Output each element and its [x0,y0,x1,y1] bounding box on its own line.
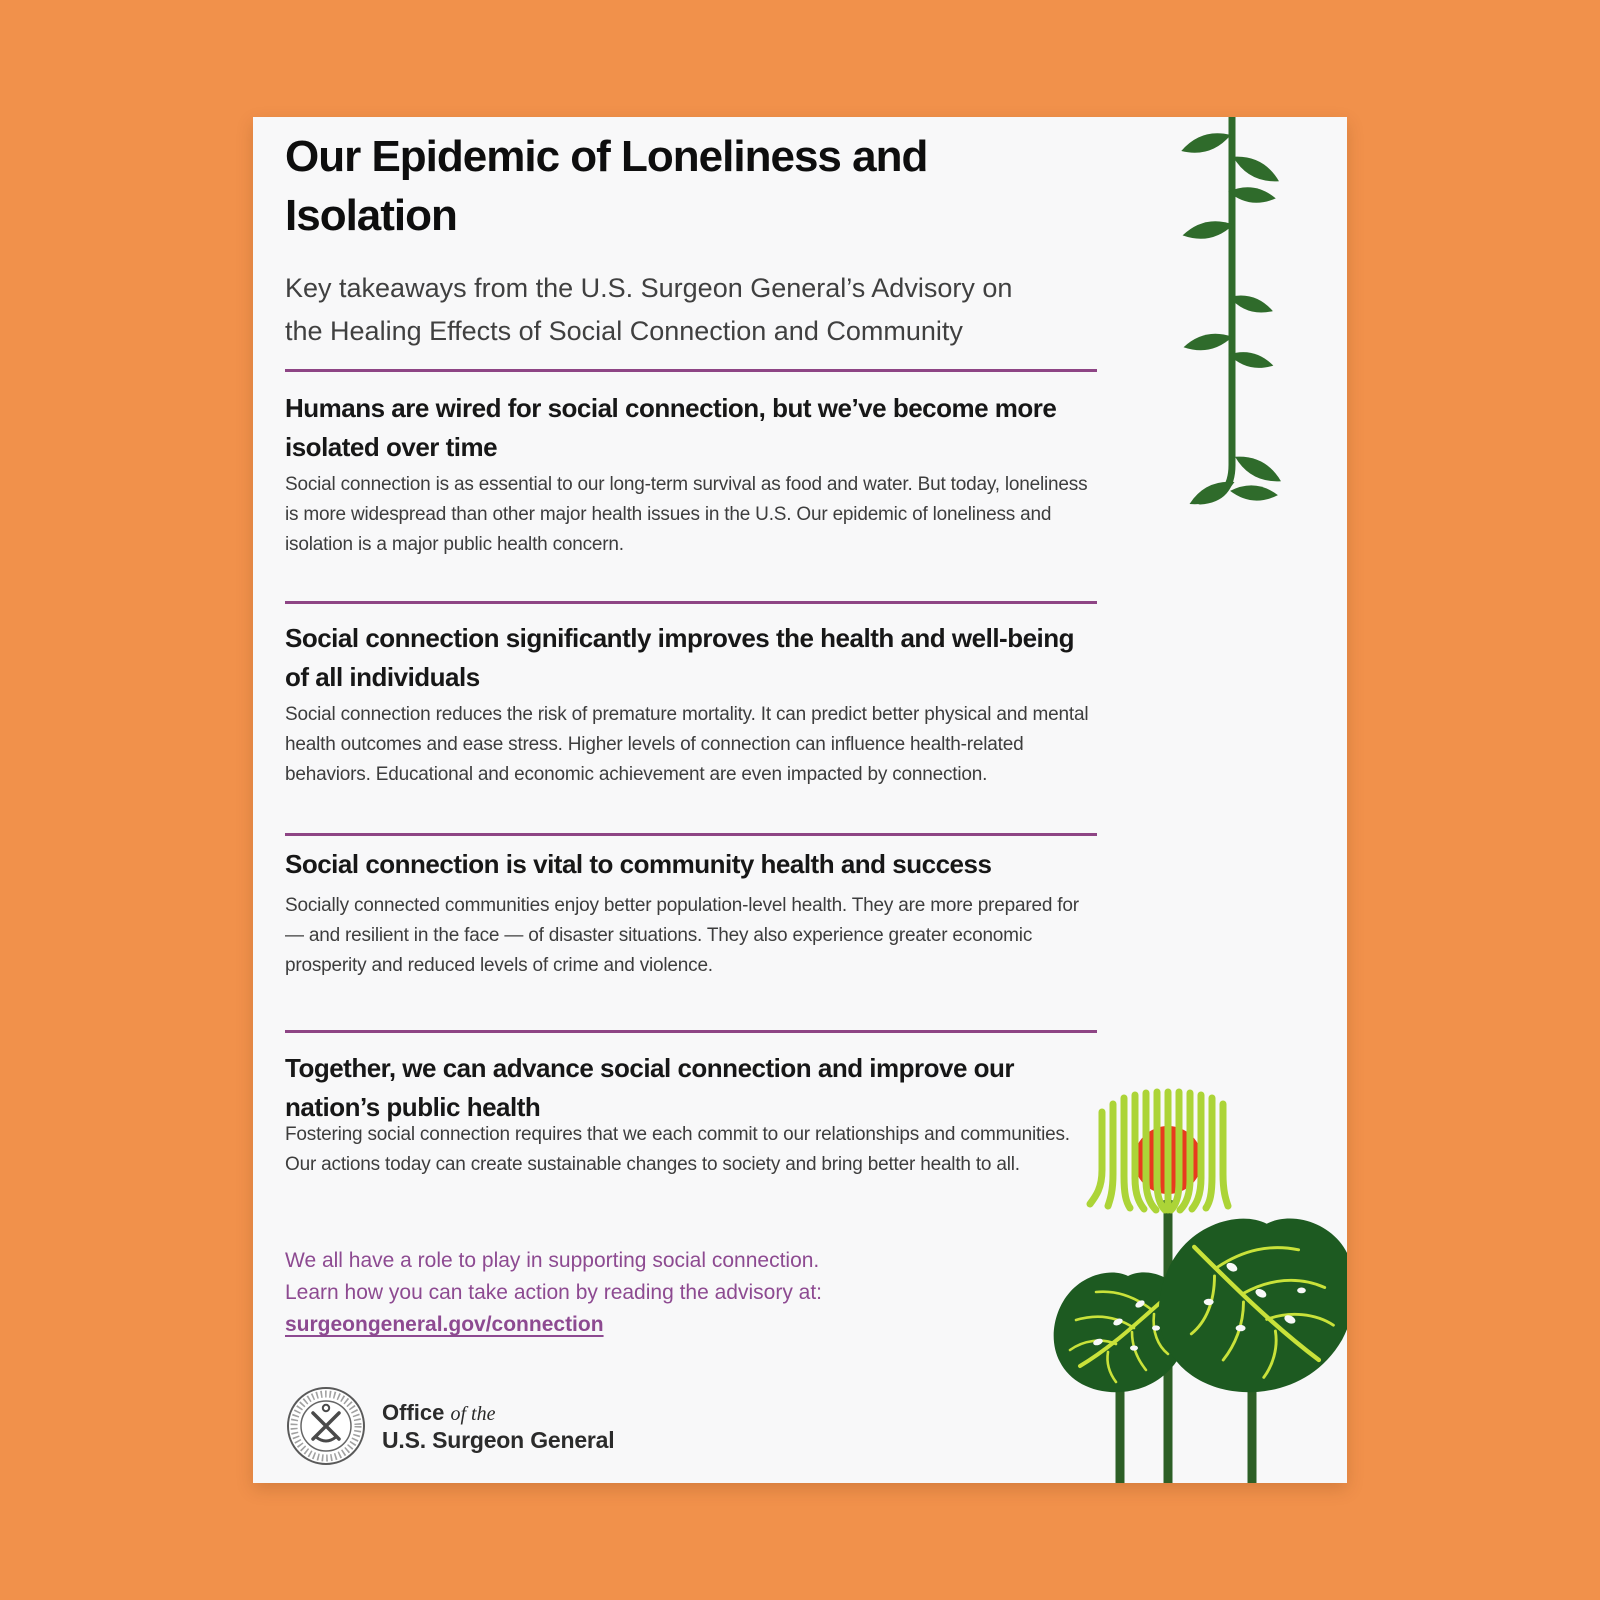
section-1-heading: Humans are wired for social connection, but we’ve become more isolated over time [285,393,1057,462]
section-4-heading: Together, we can advance social connection and improve our nation’s public health [285,1053,1015,1122]
vine-leaves [1179,127,1285,510]
monstera-leaf-right [1159,1219,1347,1393]
page-subtitle: Key takeaways from the U.S. Surgeon General’s Advisory on the Healing Effects of Social Connection and Community [285,273,1013,346]
vine-illustration [1154,117,1304,517]
plant-stems [1120,1200,1252,1483]
section-divider [285,1030,1097,1033]
call-to-action [285,1245,1097,1341]
org-name: U.S. Surgeon General [382,1426,615,1453]
cta-line-2: Learn how you can take action by reading the advisory at: [285,1281,822,1304]
office-label: Office [382,1399,445,1425]
advisory-link[interactable]: surgeongeneral.gov/connection [285,1313,604,1336]
section-3-heading: Social connection is vital to community health and success [285,849,992,879]
section-3-body: Socially connected communities enjoy better population-level health. They are more prepared for — and resilient in the face — of disaster situations. They also experience greater economic prosperity and reduced levels of crime and violence. [285,895,1079,976]
footer [285,1385,1097,1467]
section-2-heading: Social connection significantly improves the health and well-being of all individuals [285,623,1075,692]
document-page [253,117,1347,1483]
section-divider [285,833,1097,836]
public-health-service-seal-logo [285,1385,367,1467]
footer-text [382,1400,614,1453]
flower [1090,1092,1228,1210]
section-divider [285,601,1097,604]
section-1-body: Social connection is as essential to our long-term survival as food and water. But today, loneliness is more widespread than other major health issues in the U.S. Our epidemic of loneliness and isolation is a major public health concern. [285,474,1088,555]
section-divider [285,369,1097,372]
page-title: Our Epidemic of Loneliness and Isolation [285,132,928,240]
section-2-body: Social connection reduces the risk of premature mortality. It can predict better physical and mental health outcomes and ease stress. Higher levels of connection can influence health-related behaviors. Educational and economic achievement are even impacted by connection. [285,704,1089,785]
office-of-the-label: of the [450,1402,496,1425]
cta-line-1: We all have a role to play in supporting social connection. [285,1249,820,1272]
section-4-body: Fostering social connection requires that we each commit to our relationships and communities. Our actions today can create sustainable changes to society and bring better health to all. [285,1124,1070,1175]
